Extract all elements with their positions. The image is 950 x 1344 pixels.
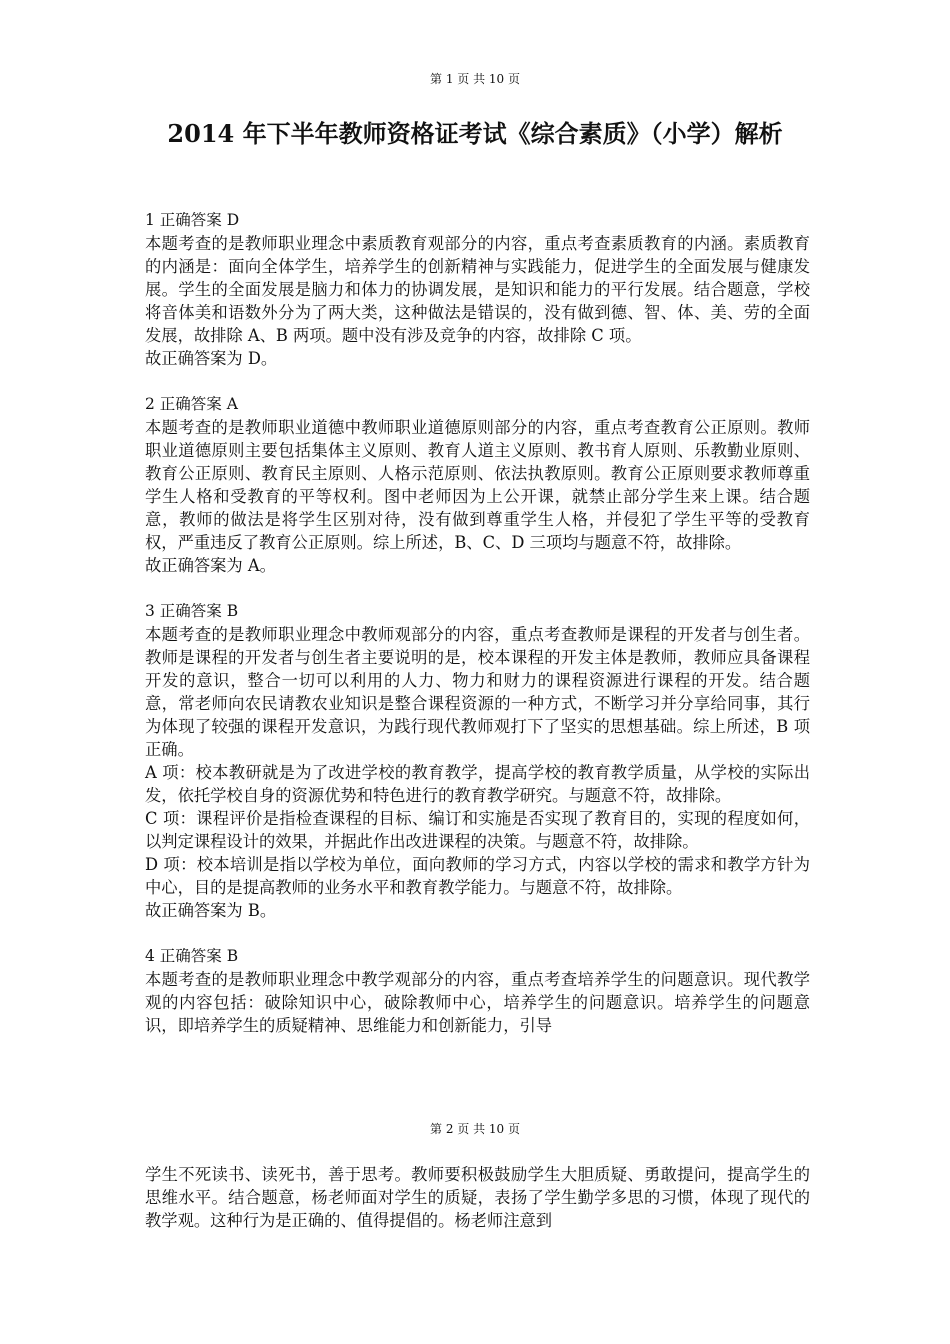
- page-number: 第 1 页 共 10 页: [430, 72, 520, 86]
- spacer: [145, 370, 810, 393]
- question-3-option-a: A 项：校本教研就是为了改进学校的教育教学，提高学校的教育教学质量，从学校的实际出发，依托学校自身的资源优势和特色进行的教育教学研究。与题意不符，故排除。: [145, 763, 810, 805]
- question-3-option-d: D 项：校本培训是指以学校为单位，面向教师的学习方式，内容以学校的需求和教学方针为中心，目的是提高教师的业务水平和教育教学能力。与题意不符，故排除。: [145, 855, 810, 897]
- question-3-conclusion: 故正确答案为 B。: [145, 901, 277, 920]
- document-title: 2014 年下半年教师资格证考试《综合素质》（小学）解析: [167, 119, 783, 148]
- question-4-explanation: 本题考查的是教师职业理念中教学观部分的内容，重点考查培养学生的问题意识。现代教学观的内容包括：破除知识中心，破除教师中心，培养学生的问题意识。培养学生的问题意识，即培养学生的质疑精神、思维能力和创新能力，引导: [145, 970, 810, 1035]
- page-number: 第 2 页 共 10 页: [430, 1122, 520, 1136]
- question-1-explanation: 本题考查的是教师职业理念中素质教育观部分的内容，重点考查素质教育的内涵。素质教育的内涵是：面向全体学生，培养学生的创新精神与实践能力，促进学生的全面发展与健康发展。学生的全面发展是脑力和体力的协调发展，是知识和能力的平行发展。结合题意，学校将音体美和语数外分为了两大类，这种做法是错误的，没有做到德、智、体、美、劳的全面发展，故排除 A、B 两项。题中没有涉及竞争的内容，故排除 C 项。: [145, 234, 810, 345]
- spacer: [145, 577, 810, 600]
- question-1-conclusion: 故正确答案为 D。: [145, 349, 278, 368]
- question-1-answer: 1 正确答案 D: [145, 211, 240, 229]
- question-3-answer: 3 正确答案 B: [145, 602, 239, 620]
- spacer: [145, 922, 810, 945]
- question-4-explanation-continued: 学生不死读书、读死书，善于思考。教师要积极鼓励学生大胆质疑、勇敢提问，提高学生的思维水平。结合题意，杨老师面对学生的质疑，表扬了学生勤学多思的习惯，体现了现代的教学观。这种行为是正确的、值得提倡的。杨老师注意到: [145, 1165, 810, 1230]
- question-3-option-c: C 项：课程评价是指检查课程的目标、编订和实施是否实现了教育目的，实现的程度如何，以判定课程设计的效果，并据此作出改进课程的决策。与题意不符，故排除。: [145, 809, 810, 851]
- page-1-content: [145, 209, 810, 1037]
- question-2-answer: 2 正确答案 A: [145, 395, 238, 413]
- question-2-explanation: 本题考查的是教师职业道德中教师职业道德原则部分的内容，重点考查教育公正原则。教师职业道德原则主要包括集体主义原则、教育人道主义原则、教书育人原则、乐教勤业原则、教育公正原则、教育民主原则、人格示范原则、依法执教原则。教育公正原则要求教师尊重学生人格和受教育的平等权利。图中老师因为上公开课，就禁止部分学生来上课。结合题意，教师的做法是将学生区别对待，没有做到尊重学生人格，并侵犯了学生平等的受教育权，严重违反了教育公正原则。综上所述，B、C、D 三项均与题意不符，故排除。: [145, 418, 810, 552]
- question-4-answer: 4 正确答案 B: [145, 947, 239, 965]
- question-2-conclusion: 故正确答案为 A。: [145, 556, 276, 575]
- page-2-content: [145, 1163, 810, 1232]
- question-3-explanation: 本题考查的是教师职业理念中教师观部分的内容，重点考查教师是课程的开发者与创生者。教师是课程的开发者与创生者主要说明的是，校本课程的开发主体是教师，教师应具备课程开发的意识，整合一切可以利用的人力、物力和财力的课程资源进行课程的开发。结合题意，常老师向农民请教农业知识是整合课程资源的一种方式，不断学习并分享给同事，其行为体现了较强的课程开发意识，为践行现代教师观打下了坚实的思想基础。综上所述，B 项正确。: [145, 625, 810, 759]
